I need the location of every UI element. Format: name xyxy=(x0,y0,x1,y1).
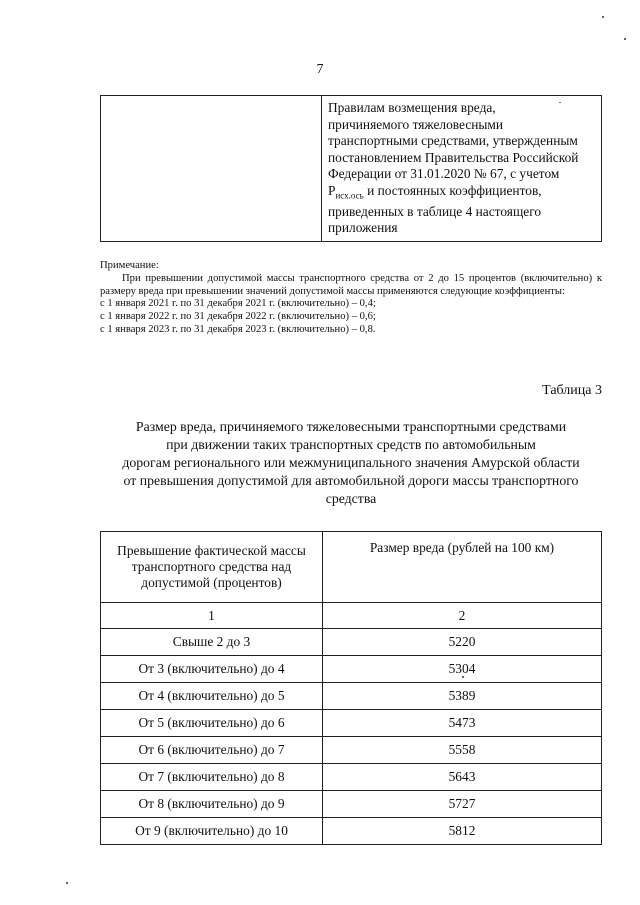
value-cell: 5389 xyxy=(323,683,602,710)
table-header-row xyxy=(101,532,602,603)
table-row xyxy=(101,737,602,764)
table-row xyxy=(101,656,602,683)
column-number: 2 xyxy=(323,603,602,629)
continuation-table xyxy=(100,95,602,242)
table-row xyxy=(101,710,602,737)
formula-tail: и постоянных коэффициентов, xyxy=(363,182,542,198)
value-cell: 5473 xyxy=(323,710,602,737)
continuation-line: Федерации от 31.01.2020 № 67, с учетом xyxy=(328,166,560,181)
note-block xyxy=(100,260,602,337)
range-cell: Свыше 2 до 3 xyxy=(101,629,323,656)
header-line: транспортного средства над xyxy=(131,559,292,574)
table-title-line: дорогам регионального или межмуниципального значения Амурской области xyxy=(122,455,580,470)
table-title-line: Размер вреда, причиняемого тяжеловесными транспортными средствами xyxy=(135,419,567,434)
continuation-line-formula xyxy=(328,183,595,204)
range-cell: От 9 (включительно) до 10 xyxy=(101,818,323,845)
value-cell: 5812 xyxy=(323,818,602,845)
range-cell: От 8 (включительно) до 9 xyxy=(101,791,323,818)
page-number: 7 xyxy=(316,62,324,77)
continuation-table-empty-cell xyxy=(101,96,322,242)
note-item: с 1 января 2023 г. по 31 декабря 2023 г. (включительно) – 0,8. xyxy=(100,323,376,335)
scan-speck xyxy=(559,102,561,103)
table-row xyxy=(101,818,602,845)
scan-speck xyxy=(462,676,464,678)
table-title-line: при движении таких транспортных средств по автомобильным xyxy=(166,437,536,452)
continuation-line: приведенных в таблице 4 настоящего xyxy=(328,203,542,219)
table-title-line: средства xyxy=(325,491,377,506)
note-paragraph: При превышении допустимой массы транспортного средства от 2 до 15 процентов (включительно) к размеру вреда при превышении значений допустимой массы применяются следующие коэффициенты: xyxy=(100,272,602,297)
formula-subscript: исх.ось xyxy=(335,190,364,201)
range-cell: От 6 (включительно) до 7 xyxy=(101,737,323,764)
continuation-line: постановлением Правительства Российской xyxy=(328,149,579,165)
column-number: 1 xyxy=(101,603,323,629)
table-title xyxy=(100,418,602,508)
range-cell: От 5 (включительно) до 6 xyxy=(101,710,323,737)
header-line: Превышение фактической массы xyxy=(117,543,306,558)
note-item: с 1 января 2022 г. по 31 декабря 2022 г. (включительно) – 0,6; xyxy=(100,311,376,323)
range-cell: От 7 (включительно) до 8 xyxy=(101,764,323,791)
table-row xyxy=(101,791,602,818)
value-cell: 5220 xyxy=(323,629,602,656)
scan-speck xyxy=(602,16,604,18)
table-title-line: от превышения допустимой для автомобильной дороги массы транспортного xyxy=(123,473,579,488)
table-row xyxy=(101,764,602,791)
table-label: Таблица 3 xyxy=(542,383,602,398)
column-number-row xyxy=(101,603,602,629)
continuation-line: приложения xyxy=(328,220,398,236)
formula-symbol: Р xyxy=(328,182,336,198)
table-row xyxy=(101,683,602,710)
note-heading: Примечание: xyxy=(100,260,159,271)
table-row xyxy=(101,629,602,656)
range-cell: От 3 (включительно) до 4 xyxy=(101,656,323,683)
value-cell: 5643 xyxy=(323,764,602,791)
continuation-table-text-cell xyxy=(322,96,602,242)
scan-speck xyxy=(624,38,626,40)
value-cell: 5304 xyxy=(323,656,602,683)
continuation-line: причиняемого тяжеловесными xyxy=(328,116,504,132)
scan-speck xyxy=(66,882,68,884)
continuation-line: транспортными средствами, утвержденным xyxy=(328,133,578,148)
value-cell: 5558 xyxy=(323,737,602,764)
range-cell: От 4 (включительно) до 5 xyxy=(101,683,323,710)
value-cell: 5727 xyxy=(323,791,602,818)
continuation-line: Правилам возмещения вреда, xyxy=(328,100,496,115)
header-cell-damage: Размер вреда (рублей на 100 км) xyxy=(323,532,602,603)
header-cell-excess xyxy=(101,532,323,603)
note-item: с 1 января 2021 г. по 31 декабря 2021 г. (включительно) – 0,4; xyxy=(100,298,376,310)
damage-table xyxy=(100,531,602,845)
header-line: допустимой (процентов) xyxy=(141,575,282,590)
